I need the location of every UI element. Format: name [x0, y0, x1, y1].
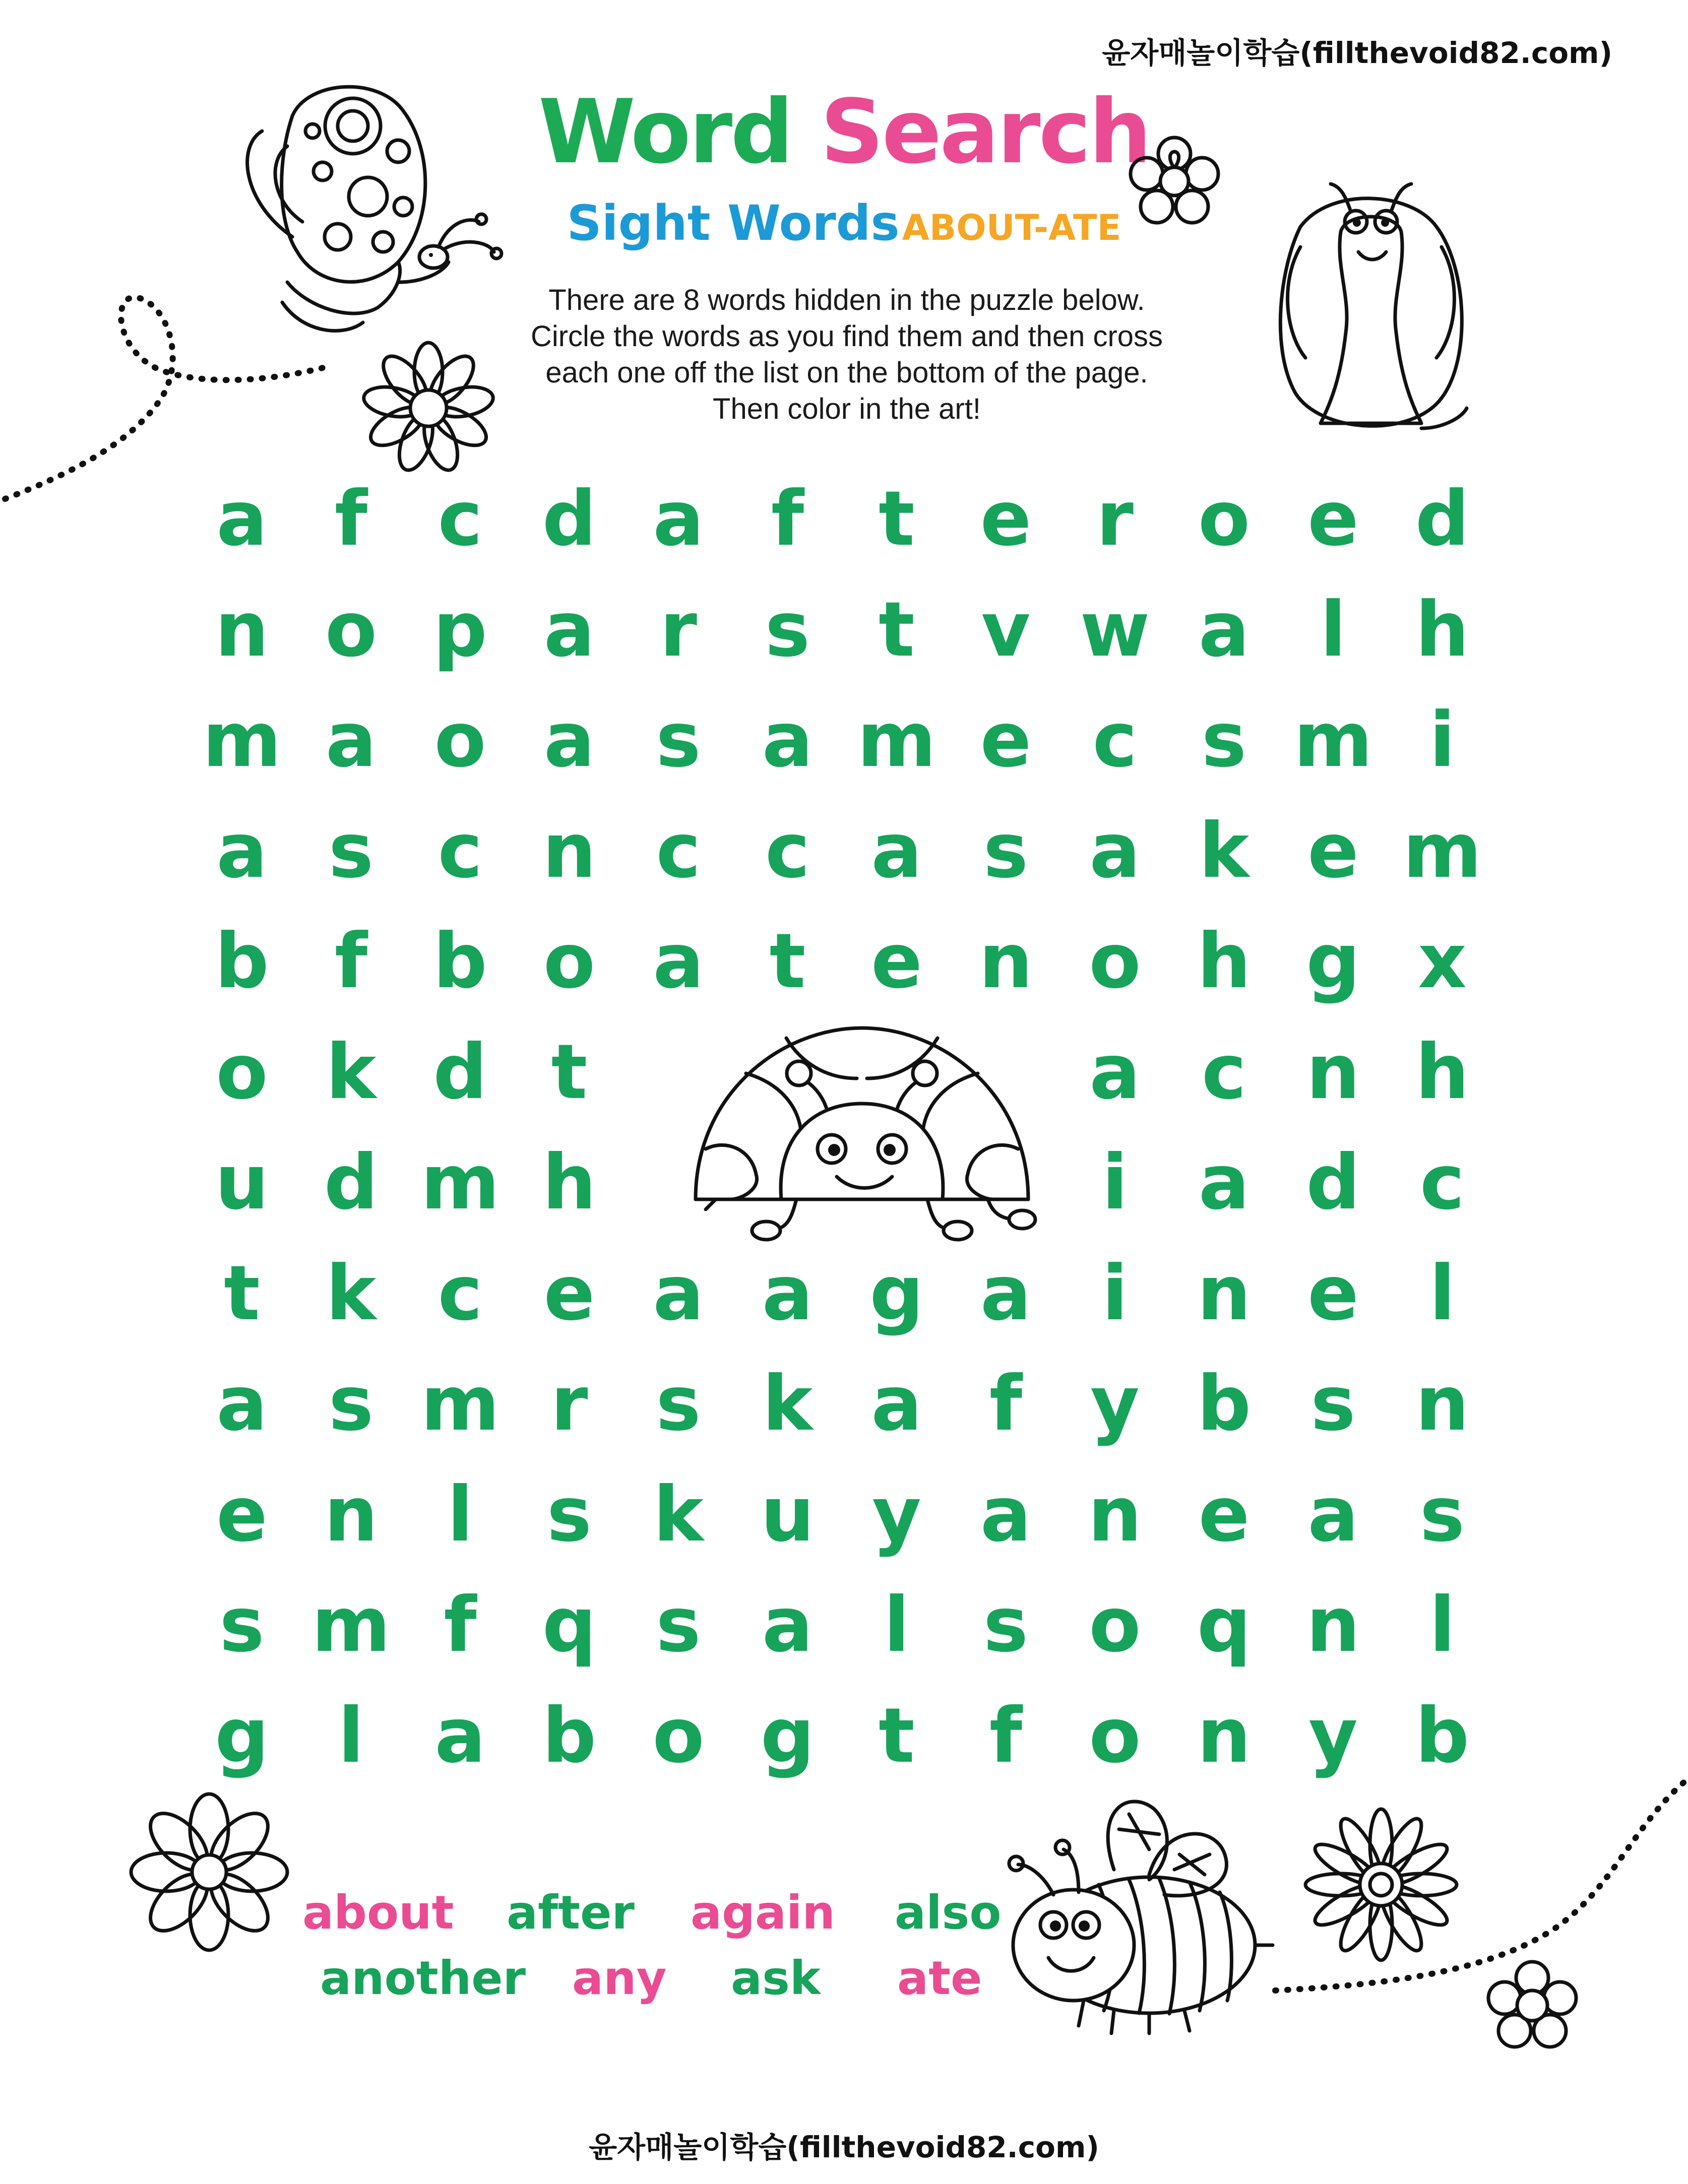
grid-letter[interactable]: n	[1088, 1470, 1142, 1559]
grid-letter[interactable]: u	[215, 1139, 269, 1227]
grid-letter[interactable]: h	[1415, 586, 1469, 674]
grid-letter[interactable]: s	[1419, 1470, 1465, 1559]
word-list-item: after	[507, 1886, 635, 1940]
flower-icon	[126, 1789, 292, 1955]
grid-letter[interactable]: m	[1403, 807, 1482, 895]
grid-letter[interactable]: s	[656, 1581, 701, 1669]
grid-letter[interactable]: a	[1198, 586, 1250, 674]
grid-letter[interactable]: w	[1080, 586, 1150, 674]
grid-letter[interactable]: n	[324, 1470, 378, 1559]
grid-letter[interactable]: e	[1307, 807, 1359, 895]
grid-letter[interactable]: l	[1320, 586, 1346, 674]
grid-letter[interactable]: b	[433, 918, 487, 1005]
grid-letter[interactable]: h	[542, 1139, 596, 1227]
grid-letter[interactable]: y	[872, 1470, 921, 1559]
grid-letter[interactable]: b	[542, 1692, 597, 1780]
grid-letter[interactable]: o	[1198, 475, 1251, 563]
flower-icon	[1482, 1955, 1583, 2056]
grid-letter[interactable]: a	[980, 1249, 1032, 1337]
grid-letter[interactable]: g	[1306, 918, 1360, 1005]
title-word: Word	[538, 81, 792, 183]
grid-letter[interactable]: o	[216, 1028, 268, 1116]
flower-icon	[363, 343, 494, 474]
grid-letter[interactable]: s	[1310, 1360, 1356, 1448]
grid-letter[interactable]: g	[215, 1692, 269, 1780]
grid-letter[interactable]: e	[1307, 475, 1359, 563]
grid-letter[interactable]: i	[1429, 696, 1456, 784]
grid-letter[interactable]: d	[433, 1028, 487, 1116]
grid-letter[interactable]: o	[652, 1692, 705, 1780]
grid-letter[interactable]: a	[762, 1249, 814, 1337]
grid-letter[interactable]: c	[437, 475, 483, 563]
grid-letter[interactable]: n	[215, 586, 269, 674]
grid-letter[interactable]: b	[1415, 1692, 1470, 1780]
grid-letter[interactable]: a	[1198, 1139, 1250, 1227]
grid-letter[interactable]: d	[542, 475, 597, 563]
grid-letter[interactable]: c	[765, 807, 810, 895]
grid-letter[interactable]: k	[326, 1249, 377, 1337]
grid-letter[interactable]: k	[326, 1028, 377, 1116]
grid-letter[interactable]: s	[765, 586, 810, 674]
grid-letter[interactable]: i	[1102, 1249, 1128, 1337]
grid-letter[interactable]: t	[879, 475, 915, 563]
grid-letter[interactable]: h	[1415, 1028, 1469, 1116]
word-list-item: any	[572, 1951, 667, 2005]
grid-letter[interactable]: d	[1306, 1139, 1360, 1227]
bee-icon	[998, 1779, 1280, 2041]
grid-letter[interactable]: a	[980, 1470, 1032, 1559]
grid-letter[interactable]: e	[980, 696, 1032, 784]
grid-letter[interactable]: e	[1198, 1470, 1250, 1559]
grid-letter[interactable]: s	[328, 807, 374, 895]
grid-letter[interactable]: s	[983, 807, 1029, 895]
instruction-line: Then color in the art!	[713, 393, 981, 425]
grid-letter[interactable]: g	[760, 1692, 815, 1780]
watermark-top: 윤자매놀이학습(fillthevoid82.com)	[1102, 36, 1612, 70]
grid-letter[interactable]: a	[871, 1360, 922, 1448]
grid-letter[interactable]: f	[444, 1581, 477, 1669]
grid-letter[interactable]: b	[1197, 1360, 1252, 1448]
grid-letter[interactable]: l	[447, 1470, 473, 1559]
grid-letter[interactable]: a	[543, 696, 595, 784]
word-list-item: also	[895, 1886, 1002, 1940]
grid-letter[interactable]: a	[871, 807, 922, 895]
grid-letter[interactable]: n	[1415, 1360, 1469, 1448]
grid-letter[interactable]: m	[202, 696, 282, 784]
grid-letter[interactable]: p	[433, 586, 487, 674]
grid-letter[interactable]: k	[653, 1470, 704, 1559]
grid-letter[interactable]: o	[434, 696, 486, 784]
grid-letter[interactable]: n	[1197, 1692, 1251, 1780]
grid-letter[interactable]: q	[542, 1581, 597, 1669]
grid-letter[interactable]: a	[216, 1360, 268, 1448]
grid-letter[interactable]: s	[328, 1360, 374, 1448]
grid-letter[interactable]: a	[1307, 1470, 1359, 1559]
grid-letter[interactable]: e	[216, 1470, 268, 1559]
grid-letter[interactable]: c	[656, 807, 701, 895]
grid-letter[interactable]: a	[543, 586, 595, 674]
grid-letter[interactable]: r	[660, 586, 697, 674]
grid-letter[interactable]: a	[653, 475, 704, 563]
grid-letter[interactable]: s	[656, 1360, 701, 1448]
grid-letter[interactable]: q	[1197, 1581, 1252, 1669]
grid-letter[interactable]: t	[879, 1692, 915, 1780]
grid-letter[interactable]: a	[653, 1249, 704, 1337]
snail-icon	[1250, 166, 1492, 448]
grid-letter[interactable]: l	[1429, 1581, 1456, 1669]
grid-letter[interactable]: c	[1420, 1139, 1465, 1227]
grid-letter[interactable]: c	[437, 807, 483, 895]
grid-letter[interactable]: f	[989, 1360, 1023, 1448]
grid-letter[interactable]: o	[1089, 1581, 1141, 1669]
grid-letter[interactable]: o	[1089, 918, 1141, 1005]
ladybug-icon	[685, 1008, 1038, 1250]
grid-letter[interactable]: c	[437, 1249, 483, 1337]
grid-letter[interactable]: a	[434, 1692, 486, 1780]
grid-letter[interactable]: u	[761, 1470, 815, 1559]
word-list-item: ate	[897, 1951, 982, 2005]
grid-letter[interactable]: a	[653, 918, 704, 1005]
grid-letter[interactable]: r	[1096, 475, 1134, 563]
grid-letter[interactable]: c	[1202, 1028, 1246, 1116]
grid-letter[interactable]: s	[1201, 696, 1247, 784]
grid-letter[interactable]: t	[769, 918, 806, 1005]
grid-letter[interactable]: k	[1199, 807, 1249, 895]
grid-letter[interactable]: e	[1307, 1249, 1359, 1337]
grid-letter[interactable]: e	[871, 918, 922, 1005]
grid-letter[interactable]: b	[215, 918, 269, 1005]
subtitle-range: ABOUT-ATE	[902, 207, 1121, 248]
grid-letter[interactable]: s	[546, 1470, 592, 1559]
word-list-item: ask	[731, 1951, 821, 2005]
grid-letter[interactable]: m	[420, 1360, 500, 1448]
grid-letter[interactable]: m	[311, 1581, 391, 1669]
grid-letter[interactable]: o	[325, 586, 378, 674]
grid-letter[interactable]: s	[219, 1581, 265, 1669]
grid-letter[interactable]: c	[1092, 696, 1138, 784]
grid-letter[interactable]: o	[1089, 1692, 1141, 1780]
grid-letter[interactable]: r	[550, 1360, 588, 1448]
title-search: Search	[820, 81, 1150, 183]
grid-letter[interactable]: y	[1090, 1360, 1140, 1448]
word-list-item: another	[320, 1951, 526, 2005]
grid-letter[interactable]: e	[980, 475, 1032, 563]
grid-letter[interactable]: n	[542, 807, 596, 895]
grid-letter[interactable]: s	[656, 696, 701, 784]
grid-letter[interactable]: i	[1102, 1139, 1128, 1227]
grid-letter[interactable]: a	[762, 1581, 814, 1669]
instruction-line: each one off the list on the bottom of the page.	[545, 356, 1148, 389]
grid-letter[interactable]: e	[543, 1249, 595, 1337]
grid-letter[interactable]: m	[857, 696, 936, 784]
subtitle-sight-words: Sight Words	[567, 195, 900, 251]
grid-letter[interactable]: f	[334, 475, 368, 563]
instructions	[454, 282, 1240, 427]
grid-letter[interactable]: d	[324, 1139, 379, 1227]
grid-letter[interactable]: d	[1415, 475, 1470, 563]
grid-letter[interactable]: m	[1293, 696, 1373, 784]
watermark-bottom: 윤자매놀이학습(fillthevoid82.com)	[589, 2130, 1099, 2164]
grid-letter[interactable]: n	[1306, 1028, 1360, 1116]
grid-letter[interactable]: k	[762, 1360, 813, 1448]
grid-letter[interactable]: a	[762, 696, 814, 784]
flower-icon	[1124, 131, 1225, 232]
grid-letter[interactable]: t	[224, 1249, 260, 1337]
grid-letter[interactable]: h	[1197, 918, 1251, 1005]
word-list-item: again	[691, 1886, 836, 1940]
grid-letter[interactable]: s	[983, 1581, 1029, 1669]
grid-letter[interactable]: a	[216, 475, 268, 563]
word-list-item: about	[302, 1886, 454, 1940]
grid-letter[interactable]: f	[771, 475, 804, 563]
grid-letter[interactable]: f	[334, 918, 368, 1005]
grid-letter[interactable]: m	[420, 1139, 500, 1227]
grid-letter[interactable]: v	[981, 586, 1031, 674]
grid-letter[interactable]: a	[1089, 1028, 1141, 1116]
flower-icon	[1300, 1804, 1462, 1965]
grid-letter[interactable]: f	[989, 1692, 1023, 1780]
grid-letter[interactable]: l	[1429, 1249, 1456, 1337]
grid-letter[interactable]: a	[325, 696, 377, 784]
grid-letter[interactable]: l	[338, 1692, 364, 1780]
grid-letter[interactable]: n	[1306, 1581, 1360, 1669]
grid-letter[interactable]: x	[1418, 918, 1467, 1005]
grid-letter[interactable]: t	[551, 1028, 588, 1116]
instruction-line: There are 8 words hidden in the puzzle below.	[548, 284, 1145, 316]
grid-letter[interactable]: a	[216, 807, 268, 895]
instruction-line: Circle the words as you find them and then cross	[530, 320, 1163, 353]
grid-letter[interactable]: n	[1197, 1249, 1251, 1337]
grid-letter[interactable]: o	[543, 918, 596, 1005]
butterfly-icon	[232, 71, 534, 353]
grid-letter[interactable]: g	[869, 1249, 924, 1337]
grid-letter[interactable]: y	[1308, 1692, 1358, 1780]
grid-letter[interactable]: l	[884, 1581, 910, 1669]
grid-letter[interactable]: t	[879, 586, 915, 674]
grid-letter[interactable]: n	[979, 918, 1033, 1005]
grid-letter[interactable]: a	[1089, 807, 1141, 895]
